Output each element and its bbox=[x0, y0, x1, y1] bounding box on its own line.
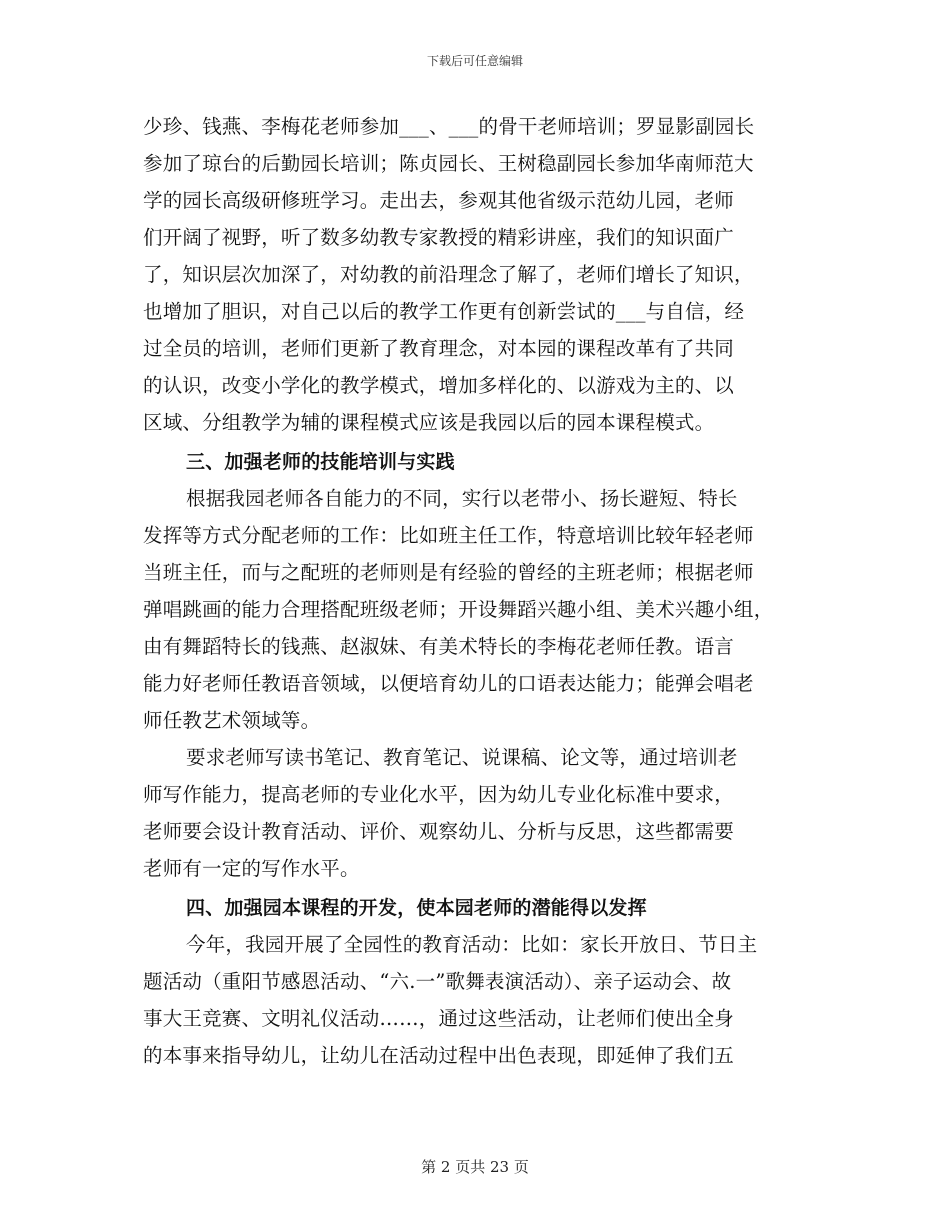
paragraph-line: 由有舞蹈特长的钱燕、赵淑妹、有美术特长的李梅花老师任教。语言 bbox=[143, 635, 735, 658]
paragraph-line: 过全员的培训，老师们更新了教育理念，对本园的课程改革有了共同 bbox=[143, 337, 735, 360]
paragraph-line: 今年，我园开展了全园性的教育活动：比如：家长开放日、节日主 bbox=[186, 933, 758, 956]
page-footer: 第 2 页共 23 页 bbox=[421, 1158, 529, 1176]
paragraph-line: 师写作能力，提高老师的专业化水平，因为幼儿专业化标准中要求， bbox=[143, 783, 735, 806]
paragraph-line: 题活动（重阳节感恩活动、“六.一”歌舞表演活动）、亲子运动会、故 bbox=[143, 970, 732, 993]
paragraph-line: 事大王竞赛、文明礼仪活动……，通过这些活动，让老师们使出全身 bbox=[143, 1007, 735, 1030]
paragraph-line: 学的园长高级研修班学习。走出去，参观其他省级示范幼儿园，老师 bbox=[143, 189, 735, 212]
paragraph-line: 参加了琼台的后勤园长培训；陈贞园长、王树稳副园长参加华南师范大 bbox=[143, 152, 754, 175]
paragraph-line: 老师有一定的写作水平。 bbox=[143, 857, 360, 880]
paragraph-line: 们开阔了视野，听了数多幼教专家教授的精彩讲座，我们的知识面广 bbox=[143, 226, 735, 249]
paragraph-line: 发挥等方式分配老师的工作：比如班主任工作，特意培训比较年轻老师 bbox=[143, 524, 754, 547]
section-heading-3: 三、加强老师的技能培训与实践 bbox=[186, 451, 455, 473]
paragraph-line: 师任教艺术领域等。 bbox=[143, 709, 321, 732]
page-header: 下载后可任意编辑 bbox=[426, 54, 523, 68]
paragraph-line: 当班主任，而与之配班的老师则是有经验的曾经的主班老师；根据老师 bbox=[143, 561, 754, 584]
paragraph-line: 区域、分组教学为辅的课程模式应该是我园以后的园本课程模式。 bbox=[143, 411, 715, 434]
paragraph-line: 老师要会设计教育活动、评价、观察幼儿、分析与反思，这些都需要 bbox=[143, 820, 735, 843]
paragraph-line: 根据我园老师各自能力的不同，实行以老带小、扬长避短、特长 bbox=[186, 487, 738, 510]
paragraph-line: 的认识，改变小学化的教学模式，增加多样化的、以游戏为主的、以 bbox=[143, 374, 735, 397]
paragraph-line: 也增加了胆识，对自己以后的教学工作更有创新尝试的___与自信，经 bbox=[143, 300, 745, 323]
paragraph-line: 能力好老师任教语音领域，以便培育幼儿的口语表达能力；能弹会唱老 bbox=[143, 672, 754, 695]
paragraph-line: 少珍、钱燕、李梅花老师参加___、___的骨干老师培训；罗显影副园长 bbox=[143, 115, 755, 138]
section-heading-4: 四、加强园本课程的开发，使本园老师的潜能得以发挥 bbox=[186, 897, 647, 919]
paragraph-line: 了，知识层次加深了，对幼教的前沿理念了解了，老师们增长了知识， bbox=[143, 263, 754, 286]
paragraph-line: 弹唱跳画的能力合理搭配班级老师；开设舞蹈兴趣小组、美术兴趣小组， bbox=[143, 598, 774, 621]
paragraph-line: 的本事来指导幼儿，让幼儿在活动过程中出色表现，即延伸了我们五 bbox=[143, 1044, 735, 1067]
paragraph-line: 要求老师写读书笔记、教育笔记、说课稿、论文等，通过培训老 bbox=[186, 746, 738, 769]
